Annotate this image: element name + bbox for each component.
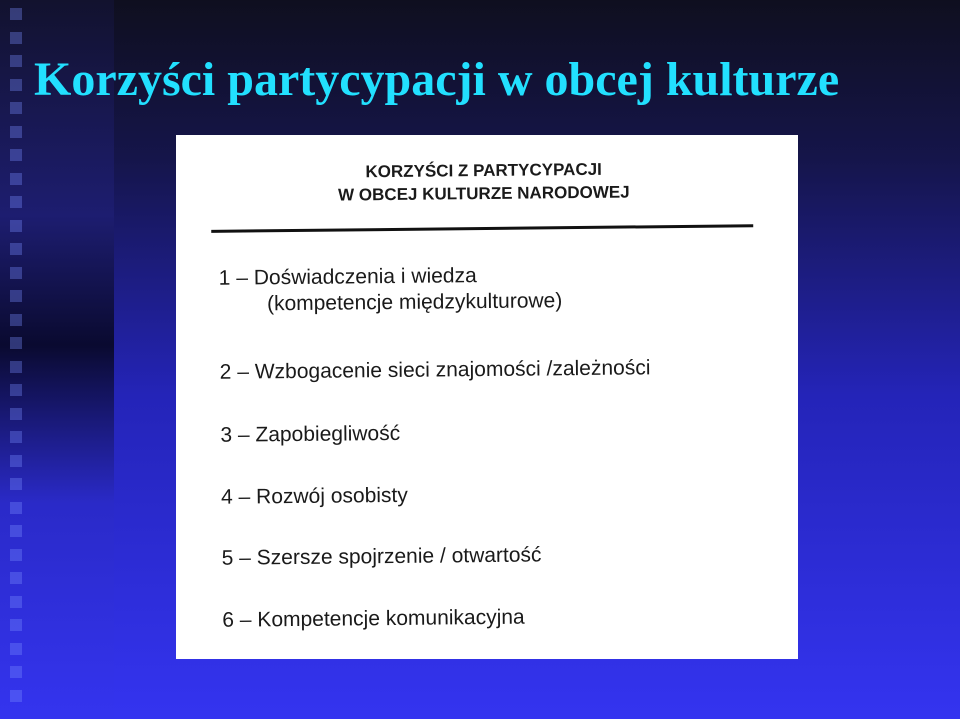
list-item: 2 – Wzbogacenie sieci znajomości /zależności <box>219 356 651 384</box>
scanned-figure <box>176 135 798 659</box>
decorative-square <box>10 8 22 20</box>
decorative-square <box>10 173 22 185</box>
decorative-square <box>10 525 22 537</box>
figure-heading <box>214 156 754 208</box>
item-text: Rozwój osobisty <box>255 483 408 509</box>
heading-divider <box>211 224 753 233</box>
list-item: 4 – Rozwój osobisty <box>220 483 408 509</box>
item-number: 1 <box>218 266 231 290</box>
item-text: Zapobiegliwość <box>255 421 401 447</box>
figure-heading-line-1: KORZYŚCI Z PARTYCYPACJI <box>365 159 602 182</box>
item-number: 2 <box>219 360 232 384</box>
decorative-square <box>10 502 22 514</box>
item-text: Kompetencje komunikacyjna <box>257 605 525 632</box>
decorative-square <box>10 572 22 584</box>
list-item: 3 – Zapobiegliwość <box>220 421 401 447</box>
decorative-square <box>10 666 22 678</box>
decorative-square <box>10 619 22 631</box>
list-item: 1 – Doświadczenia i wiedza (kompetencje międzykulturowe) <box>219 262 563 318</box>
decorative-square <box>10 478 22 490</box>
decorative-square <box>10 149 22 161</box>
item-subtext: (kompetencje międzykulturowe) <box>266 289 563 316</box>
decorative-square <box>10 290 22 302</box>
decorative-square <box>10 126 22 138</box>
item-number: 6 <box>222 608 235 632</box>
scanned-figure-content <box>173 132 800 662</box>
decorative-square <box>10 243 22 255</box>
list-item: 6 – Kompetencje komunikacyjna <box>222 605 525 632</box>
decorative-square <box>10 384 22 396</box>
decorative-square <box>10 408 22 420</box>
decorative-square <box>10 102 22 114</box>
item-number: 3 <box>220 423 233 447</box>
decorative-square <box>10 643 22 655</box>
item-text: Szersze spojrzenie / otwartość <box>256 543 542 570</box>
left-decorative-band <box>0 0 114 719</box>
decorative-square <box>10 267 22 279</box>
item-text: Doświadczenia i wiedza <box>253 264 477 290</box>
decorative-square <box>10 32 22 44</box>
decorative-square <box>10 431 22 443</box>
slide-title: Korzyści partycypacji w obcej kulturze <box>34 53 840 106</box>
decorative-square <box>10 455 22 467</box>
decorative-squares <box>4 0 26 719</box>
decorative-square <box>10 361 22 373</box>
list-item: 5 – Szersze spojrzenie / otwartość <box>221 543 542 570</box>
item-number: 5 <box>221 546 234 570</box>
item-number: 4 <box>220 485 233 509</box>
decorative-square <box>10 55 22 67</box>
decorative-square <box>10 690 22 702</box>
decorative-square <box>10 196 22 208</box>
decorative-square <box>10 79 22 91</box>
decorative-square <box>10 337 22 349</box>
figure-heading-line-2: W OBCEJ KULTURZE NARODOWEJ <box>338 182 630 205</box>
item-text: Wzbogacenie sieci znajomości /zależności <box>254 356 651 384</box>
decorative-square <box>10 549 22 561</box>
decorative-square <box>10 314 22 326</box>
decorative-square <box>10 220 22 232</box>
decorative-square <box>10 596 22 608</box>
